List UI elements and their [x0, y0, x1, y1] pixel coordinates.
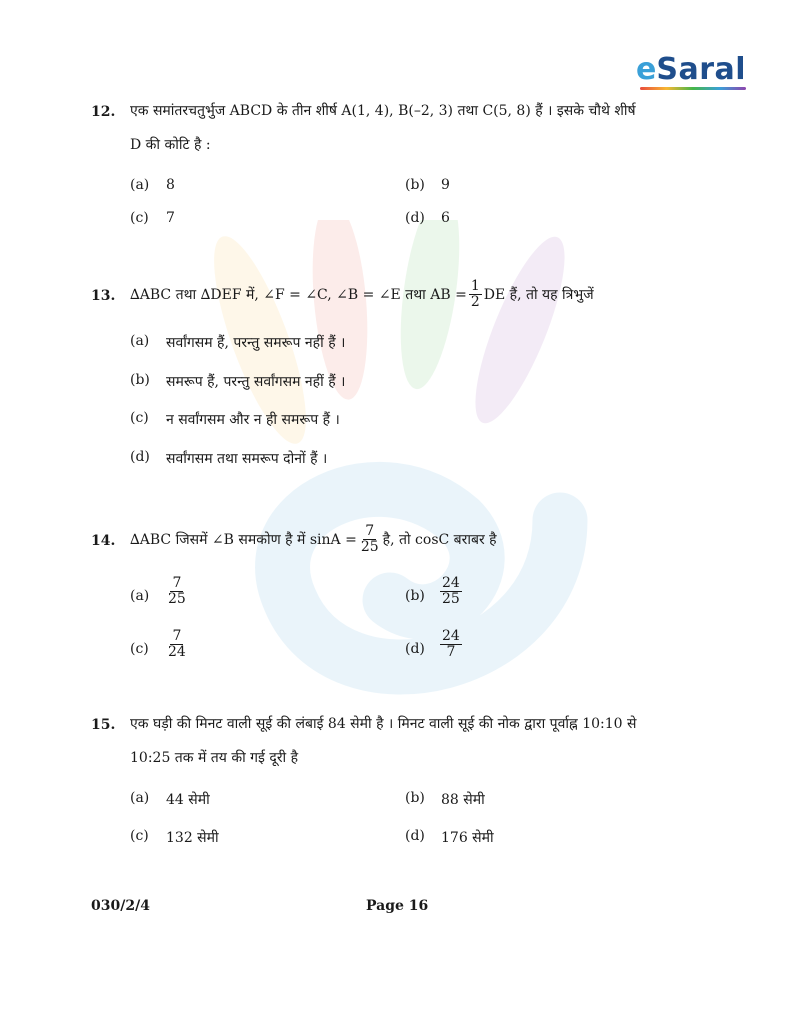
q13-text-pre: ∆ABC तथा ∆DEF में, ∠F = ∠C, ∠B = ∠E तथा AB =: [130, 286, 467, 303]
q13-option-b-value: समरूप हैं, परन्तु सर्वांगसम नहीं हैं ।: [166, 374, 346, 390]
q13-number: 13.: [91, 288, 116, 304]
q15-text-line2: 10:25 तक में तय की गई दूरी है: [130, 750, 299, 766]
q15-option-a-value: 44 सेमी: [166, 792, 210, 808]
q12-option-b-label: (b): [405, 177, 425, 193]
esaral-logo: [636, 50, 746, 90]
q13-option-d-label: (d): [130, 449, 150, 465]
q13-text: [130, 276, 594, 312]
q14-option-d-den: 7: [446, 643, 456, 660]
paper-code: 030/2/4: [91, 898, 150, 914]
q15-option-c-value: 132 सेमी: [166, 830, 219, 846]
q14-option-c-label: (c): [130, 641, 149, 657]
q12-option-c-value: 7: [166, 210, 175, 226]
logo-e: e: [636, 52, 657, 87]
q14-option-b-label: (b): [405, 588, 425, 604]
q15-option-c-label: (c): [130, 828, 149, 844]
q15-text-line1: एक घड़ी की मिनट वाली सूई की लंबाई 84 सेमी है । मिनट वाली सूई की नोक द्वारा पूर्वाह्न 10:10 से: [130, 716, 637, 732]
q15-option-d-label: (d): [405, 828, 425, 844]
q13-option-d-value: सर्वांगसम तथा समरूप दोनों हैं ।: [166, 451, 328, 467]
q13-option-c-value: न सर्वांगसम और न ही समरूप हैं ।: [166, 412, 340, 428]
q12-text-line1: एक समांतरचतुर्भुज ABCD के तीन शीर्ष A(1, 4), B(–2, 3) तथा C(5, 8) हैं । इसके चौथे शीर्ष: [130, 103, 636, 119]
q14-option-c-den: 24: [168, 643, 186, 660]
q13-option-a-label: (a): [130, 333, 150, 349]
q14-option-c-num: 7: [172, 628, 182, 644]
q15-option-d-value: 176 सेमी: [441, 830, 494, 846]
q13-fraction: [469, 279, 482, 309]
q12-text-line2: D की कोटि है :: [130, 137, 211, 153]
q13-text-post: DE हैं, तो यह त्रिभुजें: [483, 286, 594, 303]
q13-option-c-label: (c): [130, 410, 149, 426]
q12-option-b-value: 9: [441, 177, 450, 193]
q15-option-a-label: (a): [130, 790, 150, 806]
q14-text-pre: ∆ABC जिसमें ∠B समकोण है में sinA =: [130, 531, 357, 548]
page-number: Page 16: [366, 898, 429, 914]
q14-option-b-num: 24: [442, 575, 460, 591]
q14-option-d-label: (d): [405, 641, 425, 657]
q14-text-post: है, तो cosC बराबर है: [382, 531, 497, 548]
q14-option-a-den: 25: [168, 590, 186, 607]
q14-text: [130, 521, 497, 557]
q12-option-a-value: 8: [166, 177, 175, 193]
q14-fraction: [359, 524, 381, 554]
q12-option-c-label: (c): [130, 210, 149, 226]
q15-number: 15.: [91, 717, 116, 733]
q14-option-a-value: [164, 576, 190, 606]
q14-option-c-value: [164, 629, 190, 659]
q12-option-a-label: (a): [130, 177, 150, 193]
q13-option-b-label: (b): [130, 372, 150, 388]
q13-fraction-num: 1: [470, 277, 480, 294]
q14-fraction-den: 25: [360, 538, 379, 555]
logo-text: Saral: [656, 52, 747, 87]
q15-option-b-value: 88 सेमी: [441, 792, 485, 808]
q12-option-d-label: (d): [405, 210, 425, 226]
q14-option-a-num: 7: [172, 575, 182, 591]
q14-option-b-value: [438, 576, 464, 606]
q15-option-b-label: (b): [405, 790, 425, 806]
q14-fraction-num: 7: [365, 522, 375, 539]
q14-option-a-label: (a): [130, 588, 150, 604]
q13-option-a-value: सर्वांगसम हैं, परन्तु समरूप नहीं हैं ।: [166, 335, 346, 351]
q14-option-d-value: [438, 629, 464, 659]
q12-number: 12.: [91, 104, 116, 120]
q14-number: 14.: [91, 533, 116, 549]
q14-option-b-den: 25: [442, 590, 460, 607]
q14-option-d-num: 24: [442, 628, 460, 644]
logo-underline: [640, 87, 746, 90]
q13-fraction-den: 2: [470, 293, 480, 310]
q12-option-d-value: 6: [441, 210, 450, 226]
